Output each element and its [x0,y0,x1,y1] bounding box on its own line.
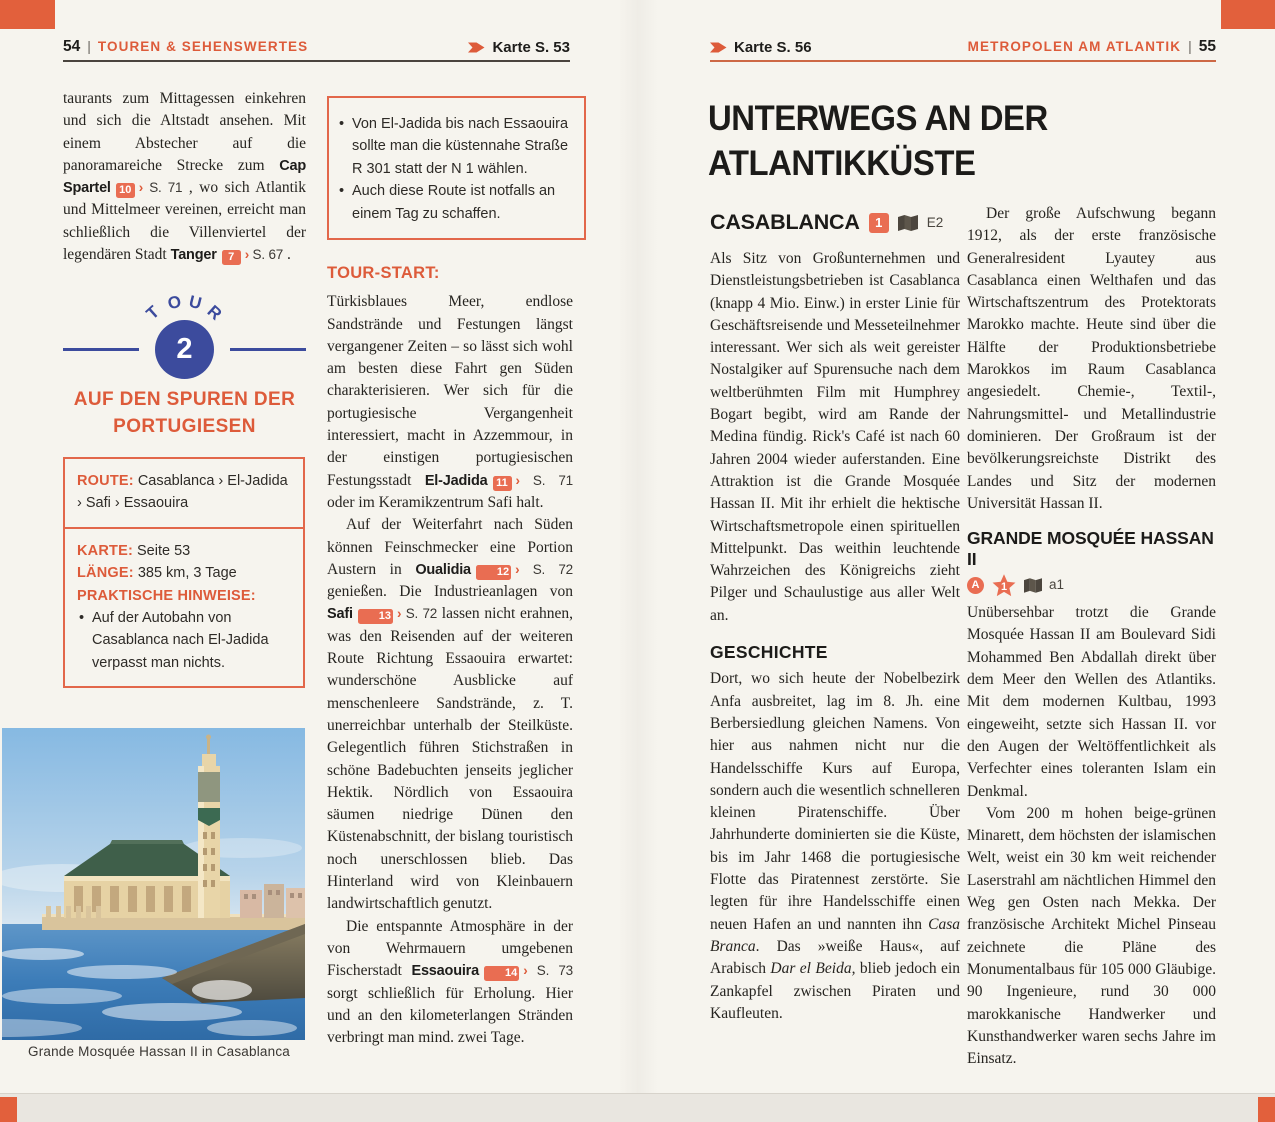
page-reference: › S. 72 [515,561,573,577]
page-title [708,96,1103,186]
page-title-line1: UNTERWEGS AN DER [708,99,1048,138]
marker-badge: 7 [222,250,241,265]
list-item: • Auf der Autobahn von Casablanca nach El-Jadida verpasst man nichts. [77,607,291,674]
place-name: Essaouira [411,963,479,980]
page-bottom-edge [0,1093,1275,1122]
italic-term: Dar el Beida, [770,960,856,978]
header-separator: | [1188,38,1192,54]
page-number: 54 [63,38,81,55]
laenge-line: LÄNGE: 385 km, 3 Tage [77,565,237,582]
marker-badge: 11 [493,476,512,491]
karte-line: KARTE: Seite 53 [77,542,191,559]
marker-badge: 10 [116,183,135,198]
tour-arc-letter: U [187,291,204,314]
marker-badge: 13 [358,609,393,624]
photo-caption: Grande Mosquée Hassan II in Casablanca [28,1044,290,1059]
mosque-photo [2,728,305,1040]
page-reference: › S. 72 [397,606,438,622]
place-name: Safi [327,606,353,623]
tip-list [337,113,576,225]
page54-header [63,37,570,57]
map-icon [1024,578,1042,593]
map-grid-ref: a1 [1049,577,1065,592]
place-name: El-Jadida [424,472,488,489]
italic-term: Casa Branca [710,915,960,955]
body-paragraph: Auf der Weiterfahrt nach Süden können Feinschmecker eine Portion Austern in Oualidia 12 › S. 72 genießen. Die Industrieanlagen von Safi 13 › S. 72 lassen nicht erahnen, was den Reisenden auf der weiteren Route Richtung Essaouira erwartet: wunderschöne Ausblicke auf menschenleere Sandstrände, z. T. unerreichbar unterhalb der Steilküste. Gelegentlich führen Stichstraßen in schöne Badebuchten jenseits jeglicher Hektik. Nördlich von Essaouira säumen niedrige Dünen den Küstenabschnitt, der bislang touristisch noch unerschlossen blieb. Das Hinterland wird von Kleinbauern landwirtschaftlich genutzt. [327,516,573,913]
bottom-tab-left [0,1097,17,1122]
body-paragraph: Vom 200 m hohen beige-grünen Minarett, dem höchsten der islamischen Welt, weist ein 30 km weit reichender Laserstrahl am nächtlichen Himmel den Weg gen Osten nach Mekka. Der französische Architekt Michel Pinseau zeichnete die Pläne des Monumentalbaus für 105 000 Gläubige. 90 Ingenieure, rund 30 000 marokkanische Handwerker und Kunsthandwerker waren sechs Jahre im Einsatz. [967,804,1216,1068]
bottom-tab-right [1258,1097,1275,1122]
tour-rule-left [63,348,139,351]
page-reference: › S. 71 [515,472,573,488]
casablanca-heading [710,210,943,235]
page54-column2 [327,262,573,1049]
tour-start-heading: TOUR-START: [327,264,440,282]
place-name: Cap Spartel [63,157,306,197]
route-section [65,459,303,527]
marker-badge: 14 [484,966,519,981]
marker-badge: 1 [869,213,889,233]
header-separator: | [87,38,91,54]
page55-header-right [968,38,1216,56]
page-reference: › S. 73 [523,963,573,979]
corner-tab-right [1221,0,1275,29]
arrow-flag-icon [710,41,727,54]
section-title: METROPOLEN AM ATLANTIK [967,39,1182,54]
page54-header-left [63,38,308,56]
page54-column1 [63,88,306,288]
tour-2-badge [63,291,306,389]
mosque-heading: GRANDE MOSQUÉE HASSAN II [967,528,1214,570]
route-label: ROUTE: [77,473,134,489]
arrow-flag-icon [468,41,485,54]
tour-rule-right [230,348,306,351]
page-number: 55 [1198,38,1216,55]
geschichte-heading: GESCHICHTE [710,642,828,663]
tour-arc-letter: R [203,301,226,324]
list-item: • Auch diese Route ist notfalls an einem Tag zu schaffen. [337,180,576,225]
tour-title: AUF DEN SPUREN DER PORTUGIESEN [73,389,296,437]
list-item: • Von El-Jadida bis nach Essaouira sollte man die küstennahe Straße R 301 statt der N 1 wählen. [337,113,576,180]
star-marker-icon [991,573,1017,598]
body-paragraph: Türkisblaues Meer, endlose Sandstrände und Festungen längst vergangener Zeiten – so lässt sich wohl am besten diese Fahrt gen Süden charakterisieren. Wer sich für die portugiesische Vergangenheit interessiert, macht in Azzemmour, in der einstigen portugiesischen Festungsstadt El-Jadida 11 › S. 71 oder im Keramikzentrum Safi halt. [327,293,573,511]
facts-section [65,527,303,686]
corner-tab-left [0,0,55,29]
header-rule-right [710,60,1216,62]
karte-label: Karte S. 56 [734,38,812,56]
svg-text:1: 1 [1000,580,1008,593]
tour-number-circle: 2 [155,320,214,379]
body-paragraph: Der große Aufschwung begann 1912, als der erste französische Generalresident Lyautey aus Casablanca einen Welthafen und das Wirtschaftszentrum des Protektorats Marokko machte. Heute sind über die Hälfte der Produktionsbetriebe Marokkos im Raum Casablanca angesiedelt. Chemie-, Textil-, Nahrungsmittel- und Metallindustrie dominieren. Der Großraum ist der bevölkerungsreichste Distrikt des Landes und Sitz der modernen Universität Hassan II. [967,205,1216,512]
tour-arc-letter: O [165,291,184,314]
body-paragraph: Dort, wo sich heute der Nobelbezirk Anfa ausbreitet, lag im 8. Jh. eine Berbersiedlung gleichen Namens. Von hier aus nahmen nicht nur die Handelsschiffe Kurs auf Europa, sondern auch die wesentlich schnelleren kleinen Piratenschiffe. Über Jahrhunderte dominierten sie die Küste, bis im Jahr 1468 die portugiesische Flotte das Piratennest zerstörte. Sie legten für ihre Handelsschiffe einen neuen Hafen an und nannten ihn Casa Branca. Das »weiße Haus«, auf Arabisch Dar el Beida, blieb jedoch ein Zankapfel zwischen Piraten und Kaufleuten. [710,670,960,1022]
place-name: Oualidia [415,561,471,578]
mosque-photo-illustration [2,728,305,1040]
page-reference: › S. 71 [138,180,183,196]
header-rule-left [63,60,570,62]
page55-header [710,37,1216,57]
map-icon [898,215,918,231]
place-name: Tanger [170,247,217,264]
center-fold [618,0,658,1122]
tour-arc-letter: T [142,302,164,324]
marker-badge: 12 [476,565,511,580]
section-title: TOUREN & SEHENSWERTES [97,39,309,54]
body-paragraph: Die entspannte Atmosphäre in der von Wehrmauern umgebenen Fischerstadt Essaouira 14 › S. 73 sorgt schließlich für Erholung. Hier und an den kilometerlangen Stränden verbringt man mind. zwei Tage. [327,917,573,1047]
route-info-box [63,457,305,688]
hinweise-list [77,607,291,674]
map-reference-link [710,39,812,56]
body-paragraph: Als Sitz von Großunternehmen und Dienstleistungsbetrieben ist Casablanca (knapp 4 Mio. Einw.) in erster Linie für Geschäftsreisende und Messeteilnehmer interessant. Wer sich als weit gereister Nostalgiker auf Spurensuche nach dem weltberühmten Film mit Humphrey Bogart begibt, wird am Rande der Medina fündig. Rick's Café ist nach 60 Jahren 2004 wieder auferstanden. Eine Attraktion ist die Grande Mosquée Hassan II. Mit ihr erhielt die hektische Wirtschaftsmetropole einen spirituellen Mittelpunkt. Das weithin leuchtende Wahrzeichen des Königreichs zieht Pilger und Schaulustige aus aller Welt an. [710,250,960,624]
body-paragraph: Unübersehbar trotzt die Grande Mosquée Hassan II am Boulevard Sidi Mohammed Ben Abdallah direkt über dem Meer den Wellen des Atlantiks. Mit dem modernen Kultbau, 1993 eingeweiht, setzte sich Hassan II. vor den Augen der Weltöffentlichkeit als Verfechter eines toleranten Islam ein Denkmal. [967,604,1216,800]
page55-column2 [967,203,1216,1070]
route-value: Casablanca › El-Jadida › Safi › Essaouira [77,473,288,512]
karte-label: Karte S. 53 [492,38,570,56]
body-paragraph: taurants zum Mittagessen einkehren und sich die Altstadt ansehen. Mit einem Abstecher auf die panoramareiche Strecke zum Cap Spartel 10 › S. 71 , wo sich Atlantik und Mittelmeer vereinen, erreicht man schließlich die Villenviertel der legendären Stadt Tanger 7 › S. 67 . [63,90,306,264]
hinweise-label: PRAKTISCHE HINWEISE: [77,587,256,604]
casablanca-title: CASABLANCA [710,210,860,234]
map-reference-link [468,39,570,56]
page-title-line2: ATLANTIKKÜSTE [708,144,976,183]
letter-marker-badge: A [967,577,984,594]
map-grid-ref: E2 [926,215,944,230]
page55-column1 [710,248,960,1025]
page-reference: › S. 67 [244,247,284,263]
tip-box [327,96,586,240]
mosque-heading-icons [967,573,1216,597]
